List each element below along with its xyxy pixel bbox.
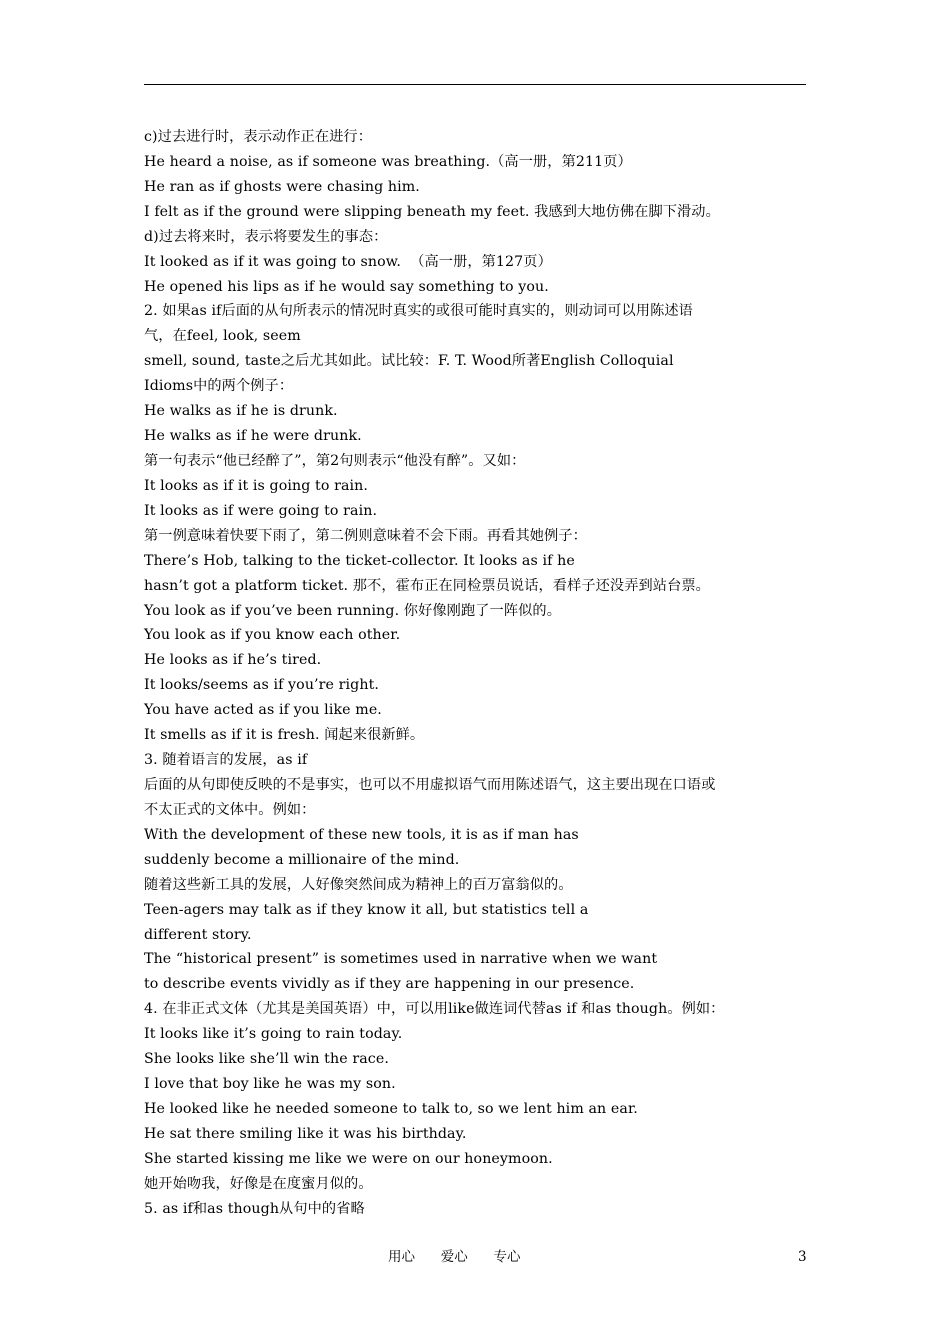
text-line: It looked as if it was going to snow. （高一册，第127页） xyxy=(144,253,552,270)
text-line: I love that boy like he was my son. xyxy=(144,1076,396,1093)
page-number: 3 xyxy=(798,1249,807,1265)
text-line: She looks like she’ll win the race. xyxy=(144,1051,389,1068)
text-line: 气，在feel, look, seem xyxy=(144,328,301,345)
text-line: 她开始吻我，好像是在度蜜月似的。 xyxy=(144,1175,373,1192)
text-line: 4. 在非正式文体（尤其是美国英语）中，可以用like做连词代替as if 和as though。例如： xyxy=(144,1001,725,1018)
text-line: It looks like it’s going to rain today. xyxy=(144,1026,403,1043)
text-line: 随着这些新工具的发展，人好像突然间成为精神上的百万富翁似的。 xyxy=(144,876,573,893)
document-body xyxy=(144,125,824,1222)
text-line: Idioms中的两个例子： xyxy=(144,378,294,395)
text-line: It looks/seems as if you’re right. xyxy=(144,677,379,694)
text-line: 不太正式的文体中。例如： xyxy=(144,801,316,818)
text-line: smell, sound, taste之后尤其如此。试比较：F. T. Wood所著English Colloquial xyxy=(144,353,674,370)
text-line: to describe events vividly as if they are happening in our presence. xyxy=(144,976,635,993)
text-line: suddenly become a millionaire of the mind. xyxy=(144,851,460,868)
text-line: He ran as if ghosts were chasing him. xyxy=(144,178,420,195)
text-line: He walks as if he were drunk. xyxy=(144,428,362,445)
footer-motto: 用心 爱心 专心 xyxy=(388,1249,521,1265)
text-line: different story. xyxy=(144,926,252,943)
text-line: You look as if you know each other. xyxy=(144,627,401,644)
text-line: d)过去将来时，表示将要发生的事态： xyxy=(144,228,388,245)
text-line: I felt as if the ground were slipping beneath my feet. 我感到大地仿佛在脚下滑动。 xyxy=(144,203,720,220)
text-line: He walks as if he is drunk. xyxy=(144,403,338,420)
page-footer xyxy=(0,1247,950,1267)
text-line: She started kissing me like we were on our honeymoon. xyxy=(144,1150,553,1167)
text-line: It looks as if it is going to rain. xyxy=(144,477,369,494)
text-line: He sat there smiling like it was his birthday. xyxy=(144,1125,467,1142)
header-rule xyxy=(144,84,806,85)
text-line: You have acted as if you like me. xyxy=(144,702,382,719)
text-line: hasn’t got a platform ticket. 那不，霍布正在同检票员说话，看样子还没弄到站台票。 xyxy=(144,577,710,594)
text-line: Teen-agers may talk as if they know it all, but statistics tell a xyxy=(144,901,589,918)
text-line: He looked like he needed someone to talk to, so we lent him an ear. xyxy=(144,1100,638,1117)
text-line: 5. as if和as though从句中的省略 xyxy=(144,1200,365,1217)
text-line: He heard a noise, as if someone was breathing.（高一册，第211页） xyxy=(144,153,632,170)
text-line: 3. 随着语言的发展，as if xyxy=(144,752,308,769)
text-line: It looks as if were going to rain. xyxy=(144,502,378,519)
text-line: 第一例意味着快要下雨了，第二例则意味着不会下雨。再看其她例子： xyxy=(144,527,587,544)
text-line: He opened his lips as if he would say something to you. xyxy=(144,278,549,295)
text-line: 2. 如果as if后面的从句所表示的情况时真实的或很可能时真实的，则动词可以用陈述语 xyxy=(144,303,693,320)
text-line: He looks as if he’s tired. xyxy=(144,652,322,669)
text-line: With the development of these new tools, it is as if man has xyxy=(144,826,579,843)
text-line: c)过去进行时，表示动作正在进行： xyxy=(144,129,372,145)
text-line: 第一句表示“他已经醉了”，第2句则表示“他没有醉”。又如： xyxy=(144,452,526,469)
text-line: The “historical present” is sometimes used in narrative when we want xyxy=(144,951,658,968)
text-line: It smells as if it is fresh. 闻起来很新鲜。 xyxy=(144,727,425,744)
text-line: 后面的从句即使反映的不是事实，也可以不用虚拟语气而用陈述语气，这主要出现在口语或 xyxy=(144,776,716,793)
text-line: There’s Hob, talking to the ticket-collector. It looks as if he xyxy=(144,552,575,569)
text-line: You look as if you’ve been running. 你好像刚跑了一阵似的。 xyxy=(144,602,561,619)
